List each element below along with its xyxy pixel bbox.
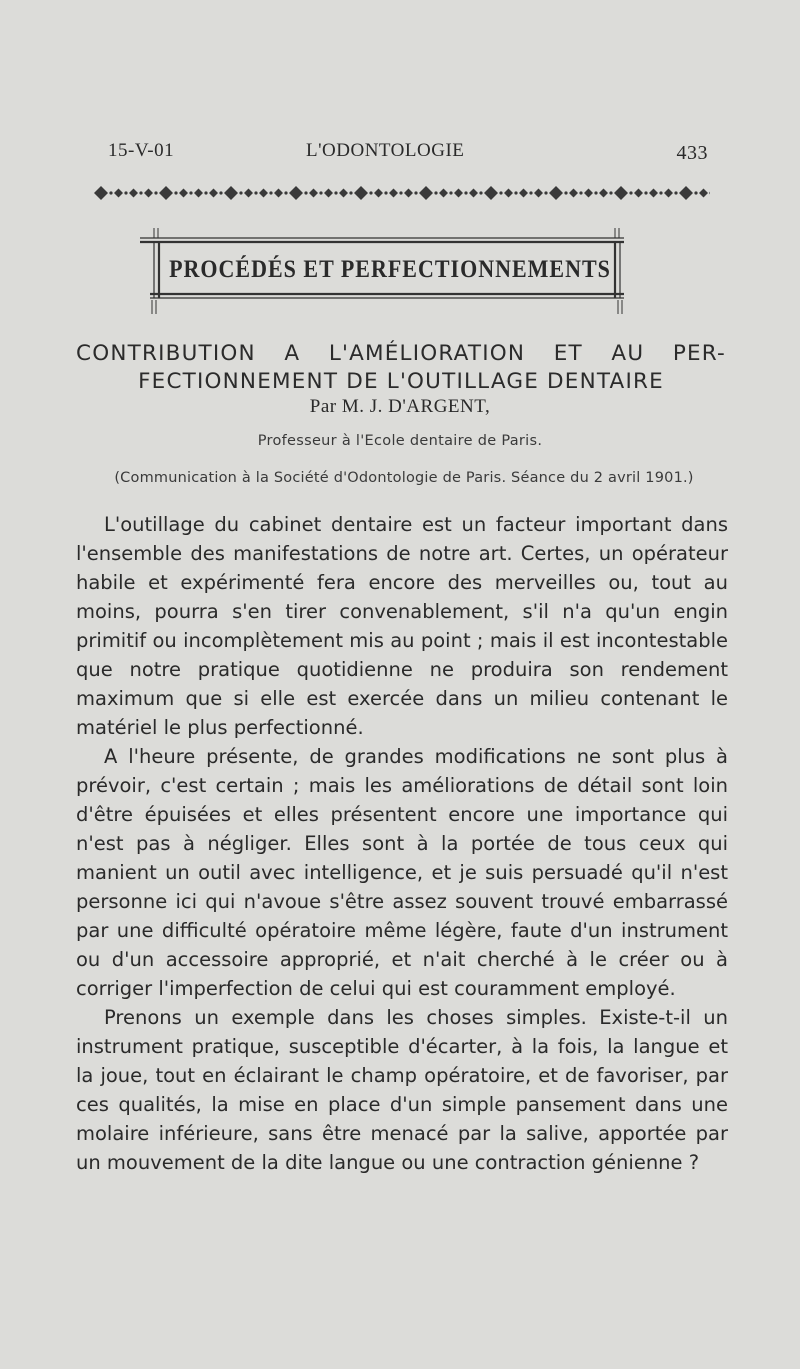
running-head xyxy=(108,140,708,170)
journal-title: L'ODONTOLOGIE xyxy=(306,140,465,161)
author-byline: Par M. J. D'ARGENT, xyxy=(309,396,491,417)
issue-date: 15-V-01 xyxy=(108,140,175,161)
paragraph-1: L'outillage du cabinet dentaire est un facteur important dans l'ensemble des manifestations de notre art. Certes, un opérateur habile et expérimenté fera encore des merveilles ou, tout au moins, pourra s'en tirer convenablement, s'il n'a qu'un engin primitif ou incomplètement mis au point ; mais il est incontestable que notre pratique quotidienne ne produira son rendement maximum que si elle est exercée dans un milieu contenant le matériel le plus perfectionné. xyxy=(76,513,728,739)
article-body xyxy=(76,510,728,1177)
communication-note: (Communication à la Société d'Odontologie de Paris. Séance du 2 avril 1901.) xyxy=(114,470,694,486)
article-title-line-2: FECTIONNEMENT DE L'OUTILLAGE DENTAIRE xyxy=(138,369,664,394)
page-number: 433 xyxy=(676,142,708,164)
article-title xyxy=(76,340,726,396)
section-title: PROCÉDÉS ET PERFECTIONNEMENTS xyxy=(169,254,611,283)
ornamental-border xyxy=(88,180,710,206)
paragraph-3: Prenons un exemple dans les choses simples. Existe-t-il un instrument pratique, susceptible d'écarter, à la fois, la langue et la joue, tout en éclairant le champ opératoire, et de favoriser, par ces qualités, la mise en place d'un simple pansement dans une molaire inférieure, sans être menacé par la salive, apportée par un mouvement de la dite langue ou une contraction génienne ? xyxy=(76,1006,728,1174)
article-title-line-1: CONTRIBUTION A L'AMÉLIORATION ET AU PER- xyxy=(76,341,726,366)
author-affiliation: Professeur à l'Ecole dentaire de Paris. xyxy=(257,433,543,449)
paragraph-2: A l'heure présente, de grandes modifications ne sont plus à prévoir, c'est certain ; mais les améliorations de détail sont loin d'être épuisées et elles présentent encore une importance qui n'est pas à négliger. Elles sont à la portée de tous ceux qui manient un outil avec intelligence, et je suis persuadé qu'il n'est personne ici qui n'avoue s'être assez souvent trouvé embarrassé par une difficulté opératoire même légère, faute d'un instrument ou d'un accessoire approprié, et n'ait cherché à le créer ou à corriger l'imperfection de celui qui est couramment employé. xyxy=(76,745,728,1000)
